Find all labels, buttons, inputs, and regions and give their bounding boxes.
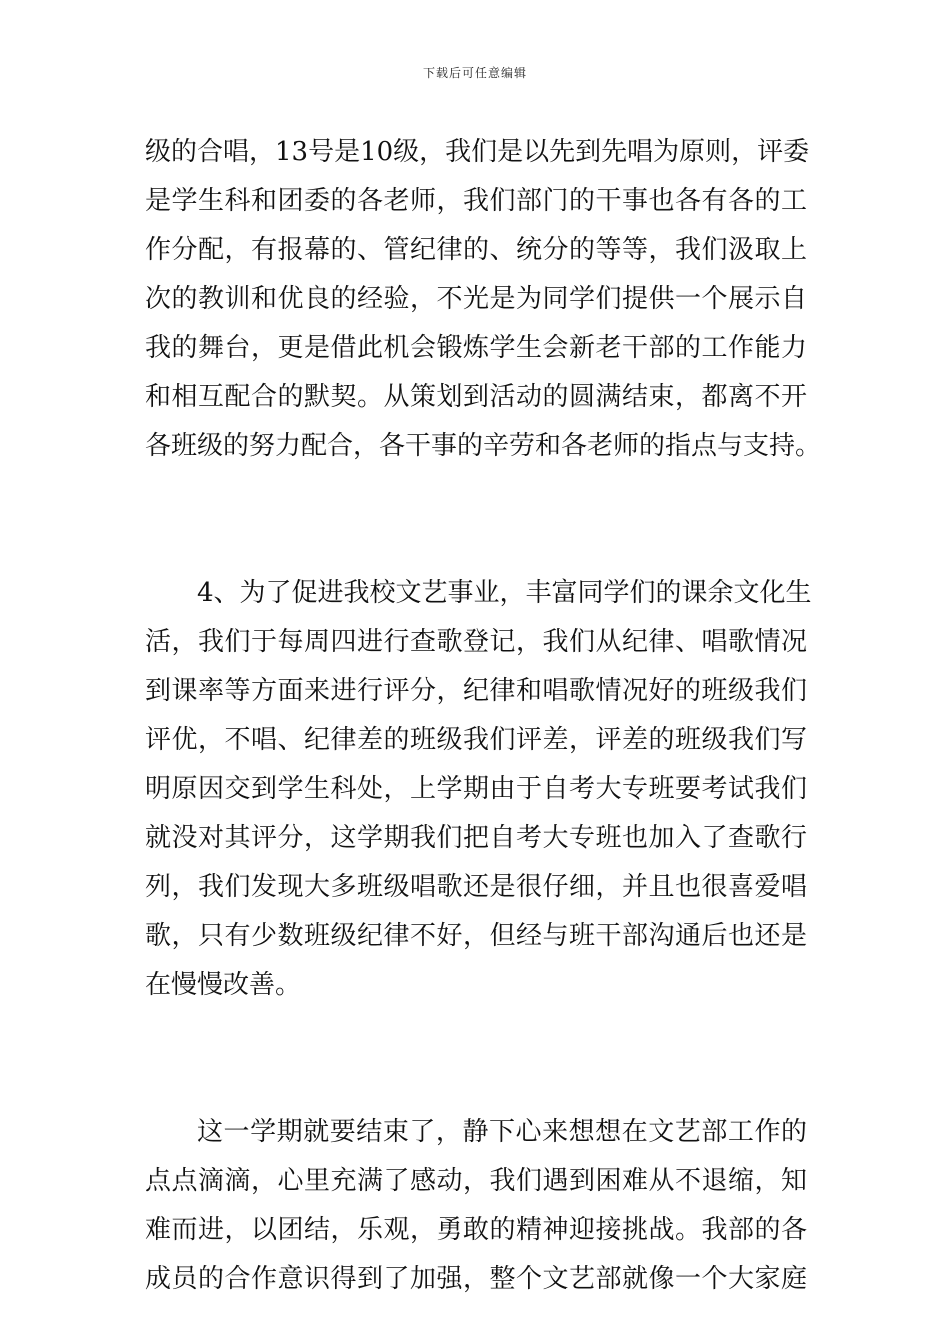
text-line: 和相互配合的默契。从策划到活动的圆满结束，都离不开 [145,382,807,412]
text-line: 在慢慢改善。 [145,970,302,1000]
text-line: 就没对其评分，这学期我们把自考大专班也加入了查歌行 [145,823,807,853]
text-line: 这一学期就要结束了，静下心来想想在文艺部工作的 [197,1117,807,1147]
paragraph-spacer [145,1010,807,1108]
text-line: 到课率等方面来进行评分，纪律和唱歌情况好的班级我们 [145,676,807,706]
text-line: 活，我们于每周四进行查歌登记，我们从纪律、唱歌情况 [145,627,807,657]
paragraph [145,1108,807,1304]
text-line: 难而进，以团结，乐观，勇敢的精神迎接挑战。我部的各 [145,1215,807,1245]
paragraph-spacer [145,471,807,569]
text-line: 歌，只有少数班级纪律不好，但经与班干部沟通后也还是 [145,921,807,951]
document-body [145,128,822,1304]
text-line: 是学生科和团委的各老师，我们部门的干事也各有各的工 [145,186,807,216]
text-line: 次的教训和优良的经验，不光是为同学们提供一个展示自 [145,284,807,314]
text-line: 成员的合作意识得到了加强，整个文艺部就像一个大家庭 [145,1264,807,1294]
text-line: 级的合唱，13号是10级，我们是以先到先唱为原则，评委 [145,137,810,167]
text-line: 点点滴滴，心里充满了感动，我们遇到困难从不退缩，知 [145,1166,807,1196]
paragraph [145,128,822,471]
text-line: 4、为了促进我校文艺事业，丰富同学们的课余文化生 [197,578,812,608]
text-line: 作分配，有报幕的、管纪律的、统分的等等，我们汲取上 [145,235,807,265]
page-header: 下载后可任意编辑 [422,66,527,80]
paragraph [145,569,812,1010]
text-line: 列，我们发现大多班级唱歌还是很仔细，并且也很喜爱唱 [145,872,807,902]
text-line: 评优，不唱、纪律差的班级我们评差，评差的班级我们写 [145,725,807,755]
text-line: 各班级的努力配合，各干事的辛劳和各老师的指点与支持。 [145,431,822,461]
text-line: 明原因交到学生科处，上学期由于自考大专班要考试我们 [145,774,807,804]
text-line: 我的舞台，更是借此机会锻炼学生会新老干部的工作能力 [145,333,807,363]
